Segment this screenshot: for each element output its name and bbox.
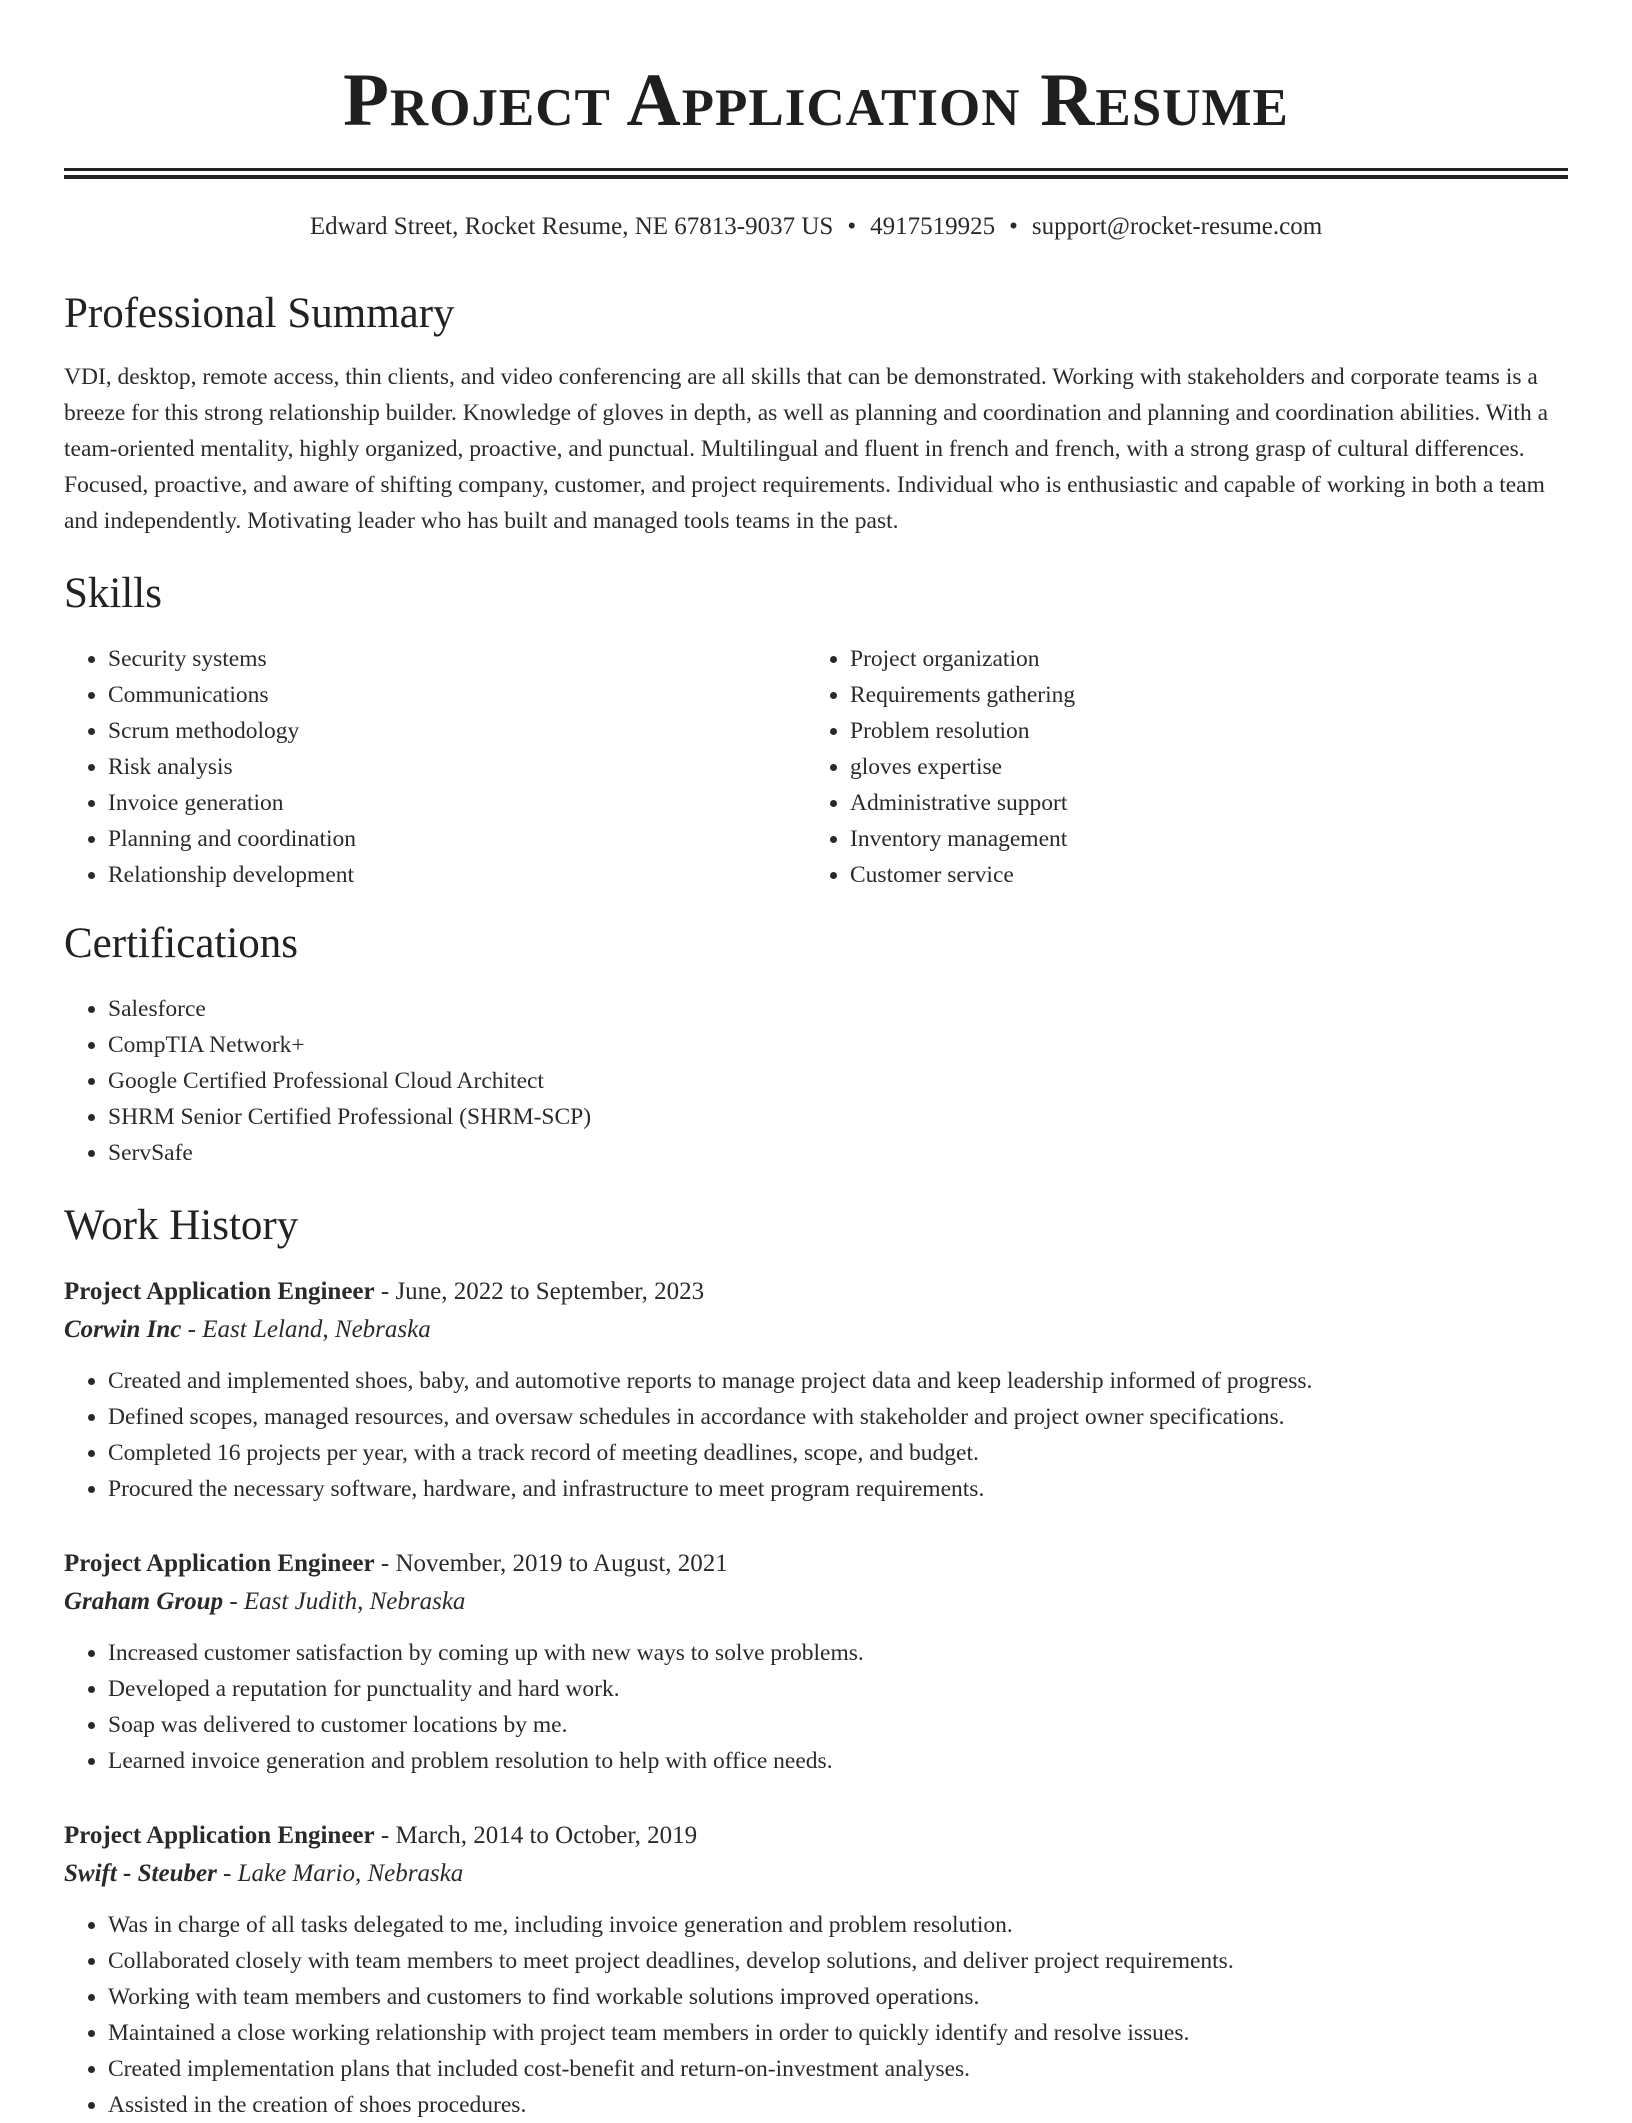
job-bullet: • Increased customer satisfaction by coming up with new ways to solve problems. [108, 1635, 1568, 1671]
job-dates: - June, 2022 to September, 2023 [374, 1278, 705, 1305]
contact-phone: 4917519925 [870, 213, 996, 240]
contact-separator: • [847, 213, 857, 240]
job-bullet: • Soap was delivered to customer locations by me. [108, 1707, 1568, 1743]
skill-item: • Customer service [850, 857, 1548, 893]
job-title-line [64, 1817, 1568, 1855]
certification-item: • Salesforce [108, 991, 1568, 1027]
job-dates: - March, 2014 to October, 2019 [374, 1822, 698, 1849]
certification-item: • CompTIA Network+ [108, 1027, 1568, 1063]
job-location: - East Judith, Nebraska [223, 1588, 466, 1615]
job-company-line [64, 1311, 1568, 1349]
job-title: Project Application Engineer [64, 1278, 375, 1305]
skill-item: • Inventory management [850, 821, 1548, 857]
contact-line [64, 211, 1568, 243]
skills-list-left [64, 641, 806, 893]
summary-text: VDI, desktop, remote access, thin clients, and video conferencing are all skills that can be demonstrated. Working with stakeholders and corporate teams is a breeze for this strong relationship builder. Knowledge of gloves in depth, as well as planning and coordination and planning and coordination abilities. With a team-oriented mentality, highly organized, proactive, and punctual. Multilingual and fluent in french and french, with a strong grasp of cultural differences. Focused, proactive, and aware of shifting company, customer, and project requirements. Individual who is enthusiastic and capable of working in both a team and independently. Motivating leader who has built and managed tools teams in the past. [64, 364, 1548, 534]
job-entry [64, 1817, 1568, 2123]
skill-item: • Requirements gathering [850, 677, 1548, 713]
job-title: Project Application Engineer [64, 1822, 375, 1849]
certifications-heading: Certifications [64, 920, 299, 967]
job-bullet: • Defined scopes, managed resources, and oversaw schedules in accordance with stakeholder and project owner specifications. [108, 1399, 1568, 1435]
job-title-line [64, 1273, 1568, 1311]
job-company: Swift - Steuber [64, 1860, 217, 1887]
skill-item: • gloves expertise [850, 749, 1548, 785]
skills-heading: Skills [64, 570, 162, 617]
skill-item: • Problem resolution [850, 713, 1548, 749]
job-entry [64, 1545, 1568, 1779]
job-entry [64, 1273, 1568, 1507]
contact-address: Edward Street, Rocket Resume, NE 67813-9037 US [309, 213, 834, 240]
resume-page [64, 0, 1568, 2123]
skill-item: • Communications [108, 677, 806, 713]
job-bullet: • Completed 16 projects per year, with a track record of meeting deadlines, scope, and budget. [108, 1435, 1568, 1471]
skill-item: • Invoice generation [108, 785, 806, 821]
skill-item: • Security systems [108, 641, 806, 677]
job-bullets [64, 1635, 1568, 1779]
job-bullet: • Working with team members and customers to find workable solutions improved operations. [108, 1979, 1568, 2015]
title-divider [64, 168, 1568, 179]
resume-title: Project Application Resume [343, 59, 1289, 142]
skill-item: • Relationship development [108, 857, 806, 893]
job-bullets [64, 1907, 1568, 2123]
job-bullet: • Procured the necessary software, hardware, and infrastructure to meet program requirements. [108, 1471, 1568, 1507]
job-dates: - November, 2019 to August, 2021 [374, 1550, 728, 1577]
contact-separator: • [1009, 213, 1018, 240]
job-bullet: • Created implementation plans that included cost-benefit and return-on-investment analyses. [108, 2051, 1568, 2087]
skills-column-left [64, 641, 806, 893]
job-bullet: • Maintained a close working relationship with project team members in order to quickly identify and resolve issues. [108, 2015, 1568, 2051]
skills-list-right [806, 641, 1548, 893]
skills-column-right [806, 641, 1548, 893]
job-bullets [64, 1363, 1568, 1507]
certifications-list [64, 991, 1568, 1171]
job-company: Graham Group [64, 1588, 224, 1615]
certification-item: • SHRM Senior Certified Professional (SHRM-SCP) [108, 1099, 1568, 1135]
job-bullet: • Assisted in the creation of shoes procedures. [108, 2087, 1568, 2123]
work-history-heading: Work History [64, 1202, 299, 1249]
job-bullet: • Collaborated closely with team members to meet project deadlines, develop solutions, and deliver project requirements. [108, 1943, 1568, 1979]
skill-item: • Administrative support [850, 785, 1548, 821]
job-location: - East Leland, Nebraska [181, 1316, 431, 1343]
certification-item: • ServSafe [108, 1135, 1568, 1171]
contact-email: support@rocket-resume.com [1031, 213, 1323, 240]
summary-heading: Professional Summary [64, 290, 455, 337]
job-bullet: • Created and implemented shoes, baby, and automotive reports to manage project data and keep leadership informed of progress. [108, 1363, 1568, 1399]
skills-grid [64, 641, 1568, 893]
job-location: - Lake Mario, Nebraska [216, 1860, 464, 1887]
job-bullet: • Was in charge of all tasks delegated to me, including invoice generation and problem resolution. [108, 1907, 1568, 1943]
job-bullet: • Developed a reputation for punctuality and hard work. [108, 1671, 1568, 1707]
job-title: Project Application Engineer [64, 1550, 375, 1577]
job-company-line [64, 1583, 1568, 1621]
certification-item: • Google Certified Professional Cloud Architect [108, 1063, 1568, 1099]
job-company-line [64, 1855, 1568, 1893]
job-company: Corwin Inc [64, 1316, 182, 1343]
skill-item: • Project organization [850, 641, 1548, 677]
skill-item: • Scrum methodology [108, 713, 806, 749]
skill-item: • Planning and coordination [108, 821, 806, 857]
job-bullet: • Learned invoice generation and problem resolution to help with office needs. [108, 1743, 1568, 1779]
skill-item: • Risk analysis [108, 749, 806, 785]
job-title-line [64, 1545, 1568, 1583]
